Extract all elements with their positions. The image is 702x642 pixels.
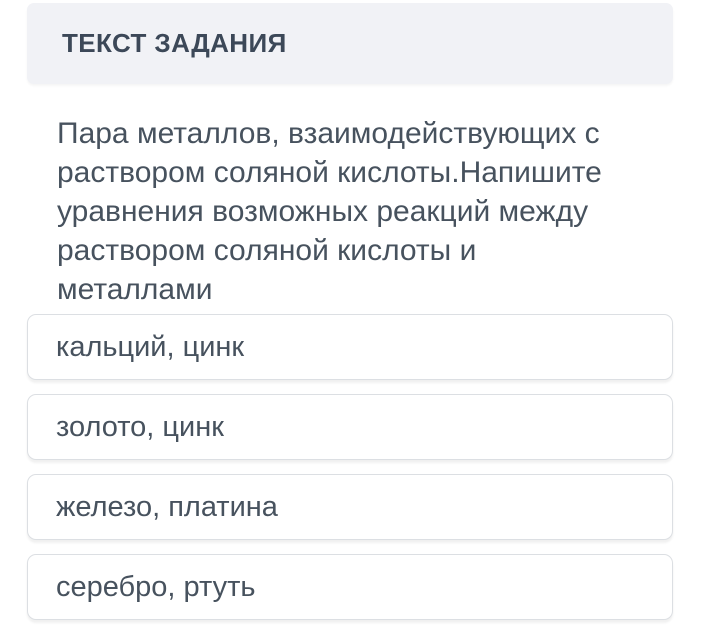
answer-option-label: золото, цинк bbox=[56, 410, 224, 443]
answer-option-label: серебро, ртуть bbox=[56, 570, 256, 603]
task-header-panel bbox=[27, 3, 673, 84]
task-header-title: ТЕКСТ ЗАДАНИЯ bbox=[62, 28, 287, 58]
answer-option-1[interactable] bbox=[27, 314, 673, 380]
answer-options-list bbox=[27, 314, 673, 634]
answer-option-4[interactable] bbox=[27, 554, 673, 620]
question-line: уравнения возможных реакций между bbox=[57, 195, 589, 228]
question-line: металлами bbox=[57, 273, 213, 306]
answer-option-2[interactable] bbox=[27, 394, 673, 460]
question-text bbox=[57, 114, 657, 309]
answer-option-label: кальций, цинк bbox=[56, 330, 245, 363]
question-line: раствором соляной кислоты и bbox=[57, 234, 477, 267]
answer-option-label: железо, платина bbox=[56, 490, 278, 523]
question-line: раствором соляной кислоты.Напишите bbox=[57, 156, 602, 189]
question-line: Пара металлов, взаимодействующих с bbox=[57, 117, 600, 150]
answer-option-3[interactable] bbox=[27, 474, 673, 540]
